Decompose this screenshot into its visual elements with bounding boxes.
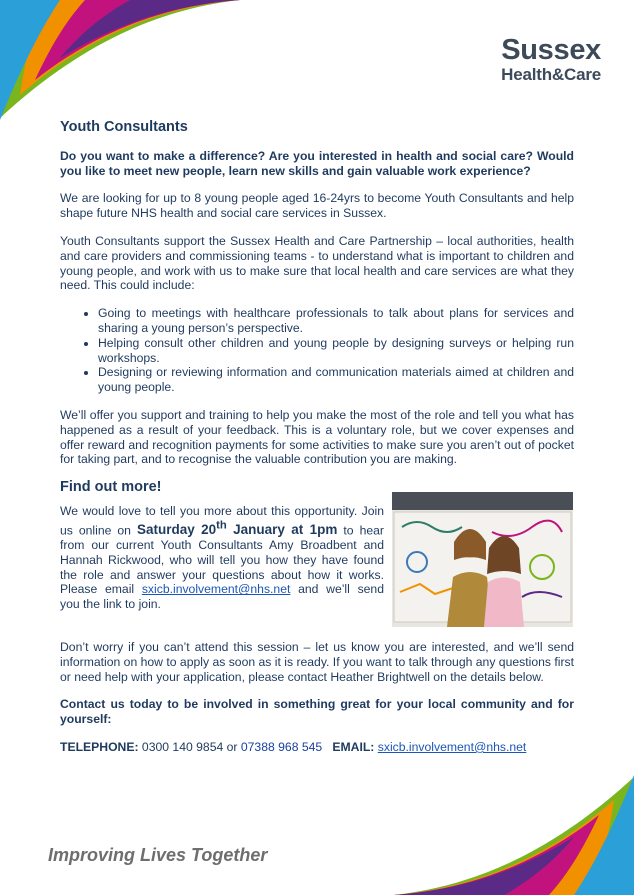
paragraph-support: We’ll offer you support and training to help you make the most of the role and tell you what has happened as a result of your feedback. This is a voluntary role, but we cover expenses and offer reward and recognition payments for some activities to make sure you aren’t out of pocket for taking part, and to recognise the valuable contribution you are making. [60, 407, 574, 467]
find-text-part3: and we’ll send you the link to join. [60, 582, 384, 612]
email-link[interactable]: sxicb.involvement@nhs.net [141, 582, 291, 597]
find-out-more-text [60, 504, 384, 627]
logo-line-1: Sussex [501, 34, 601, 66]
contact-email-link[interactable]: sxicb.involvement@nhs.net [377, 739, 527, 754]
contact-details [60, 740, 574, 755]
list-item: • Going to meetings with healthcare professionals to talk about plans for services and sharing a young person’s perspective. [98, 306, 574, 336]
session-date-day: Saturday 20 [136, 522, 217, 538]
session-date-suffix: th [216, 519, 227, 532]
mobile-number: 07388 968 545 [240, 739, 323, 754]
telephone-number: 0300 140 9854 or [138, 739, 241, 754]
session-date [136, 519, 338, 538]
find-out-more-heading: Find out more! [60, 479, 162, 496]
session-date-time: January at 1pm [226, 522, 338, 538]
find-text-part1: We would love to tell you more about this opportunity. Join us online on [60, 503, 384, 538]
find-out-more-section [60, 504, 574, 627]
decorative-swoosh-bottom-right [394, 765, 634, 895]
document-body [60, 120, 574, 768]
activities-list [60, 306, 574, 395]
telephone-label: TELEPHONE: [60, 739, 139, 754]
email-label: EMAIL: [332, 739, 375, 754]
call-to-action: Contact us today to be involved in something great for your local community and for yourself: [60, 697, 574, 727]
list-item: • Helping consult other children and young people by designing surveys or helping run workshops. [98, 336, 574, 366]
decorative-swoosh-top-left [0, 0, 240, 130]
page-title: Youth Consultants [60, 119, 188, 135]
paragraph-role: Youth Consultants support the Sussex Health and Care Partnership – local authorities, health and care providers and commissioning teams - to understand what is important to children and young people, and work with us to make sure that local health and care services are what they need. This could include: [60, 233, 574, 293]
list-item: • Designing or reviewing information and communication materials aimed at children and young people. [98, 365, 574, 395]
logo-line-2: Health&Care [501, 65, 601, 84]
find-text-part2: to hear from our current Youth Consultants Amy Broadbent and Hannah Rickwood, who will tell you how they have found the role and answer your questions about how it works. Please email [60, 523, 384, 597]
tagline: Improving Lives Together [48, 845, 268, 865]
youth-consultants-photo [392, 492, 573, 627]
sussex-health-care-logo [501, 36, 601, 85]
paragraph-recruiting: We are looking for up to 8 young people aged 16-24yrs to become Youth Consultants and help shape future NHS health and social care services in Sussex. [60, 191, 574, 221]
paragraph-cant-attend: Don’t worry if you can’t attend this session – let us know you are interested, and we’ll send information on how to apply as soon as it is ready. If you want to talk through any questions first or need help with your application, please contact Heather Brightwell on the details below. [60, 639, 574, 684]
intro-question: Do you want to make a difference? Are you interested in health and social care? Would you like to meet new people, learn new skills and gain valuable work experience? [60, 148, 574, 178]
